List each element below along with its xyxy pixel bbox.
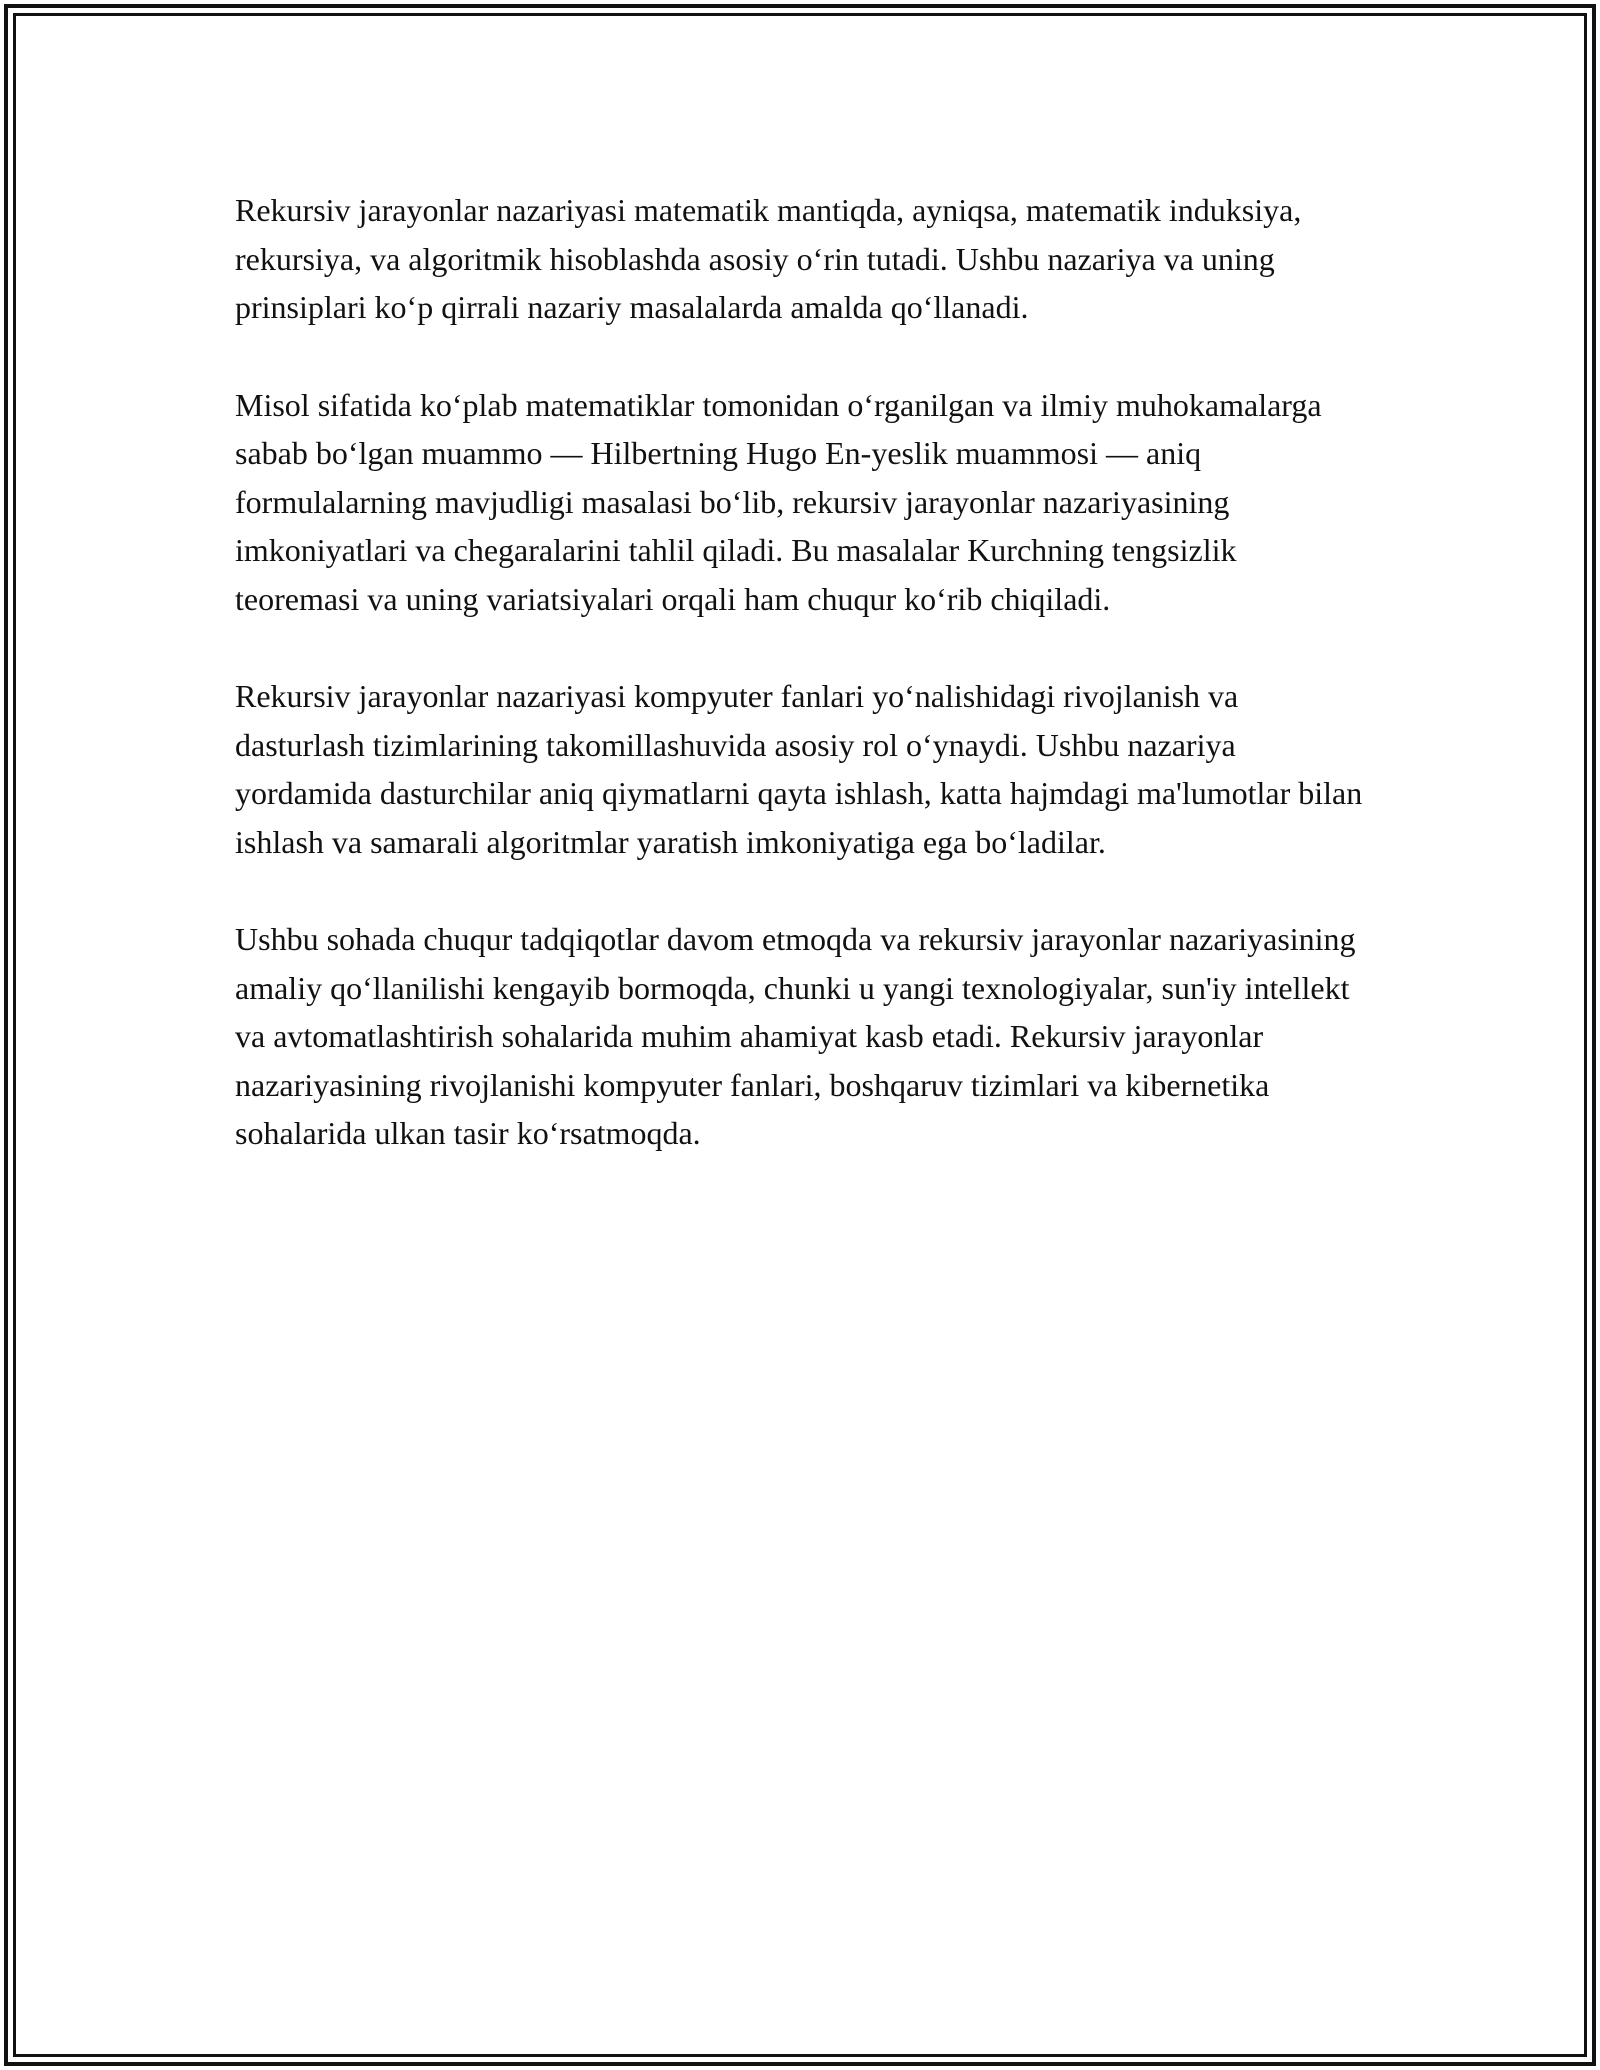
paragraph-3: Rekursiv jarayonlar nazariyasi kompyuter fanlari yo‘nalishidagi rivojlanish va dasturlash tizimlarining takomillashuvida asosiy rol o‘ynaydi. Ushbu nazariya yordamida dasturchilar aniq qiymatlarni qayta ishlash, katta hajmdagi ma'lumotlar bilan ishlash va samarali algoritmlar yaratish imkoniyatiga ega bo‘ladilar. [235,678,1363,860]
paragraph-1: Rekursiv jarayonlar nazariyasi matematik mantiqda, ayniqsa, matematik induksiya, rekursiya, va algoritmik hisoblashda asosiy o‘rin tutadi. Ushbu nazariya va uning prinsiplari ko‘p qirrali nazariy masalalarda amalda qo‘llanadi. [235,192,1302,325]
paragraph-2: Misol sifatida ko‘plab matematiklar tomonidan o‘rganilgan va ilmiy muhokamalarga sabab bo‘lgan muammo — Hilbertning Hugo En-yeslik muammosi — aniq formulalarning mavjudligi masalasi bo‘lib, rekursiv jarayonlar nazariyasining imkoniyatlari va chegaralarini tahlil qiladi. Bu masalalar Kurchning tengsizlik teoremasi va uning variatsiyalari orqali ham chuqur ko‘rib chiqiladi. [235,386,1322,617]
paragraph-4: Ushbu sohada chuqur tadqiqotlar davom etmoqda va rekursiv jarayonlar nazariyasining amaliy qo‘llanilishi kengayib bormoqda, chunki u yangi texnologiyalar, sun'iy intellekt va avtomatlashtirish sohalarida muhim ahamiyat kasb etadi. Rekursiv jarayonlar nazariyasining rivojlanishi kompyuter fanlari, boshqaruv tizimlari va kibernetika sohalarida ulkan tasir ko‘rsatmoqda. [235,921,1356,1151]
document-body [235,186,1365,1207]
